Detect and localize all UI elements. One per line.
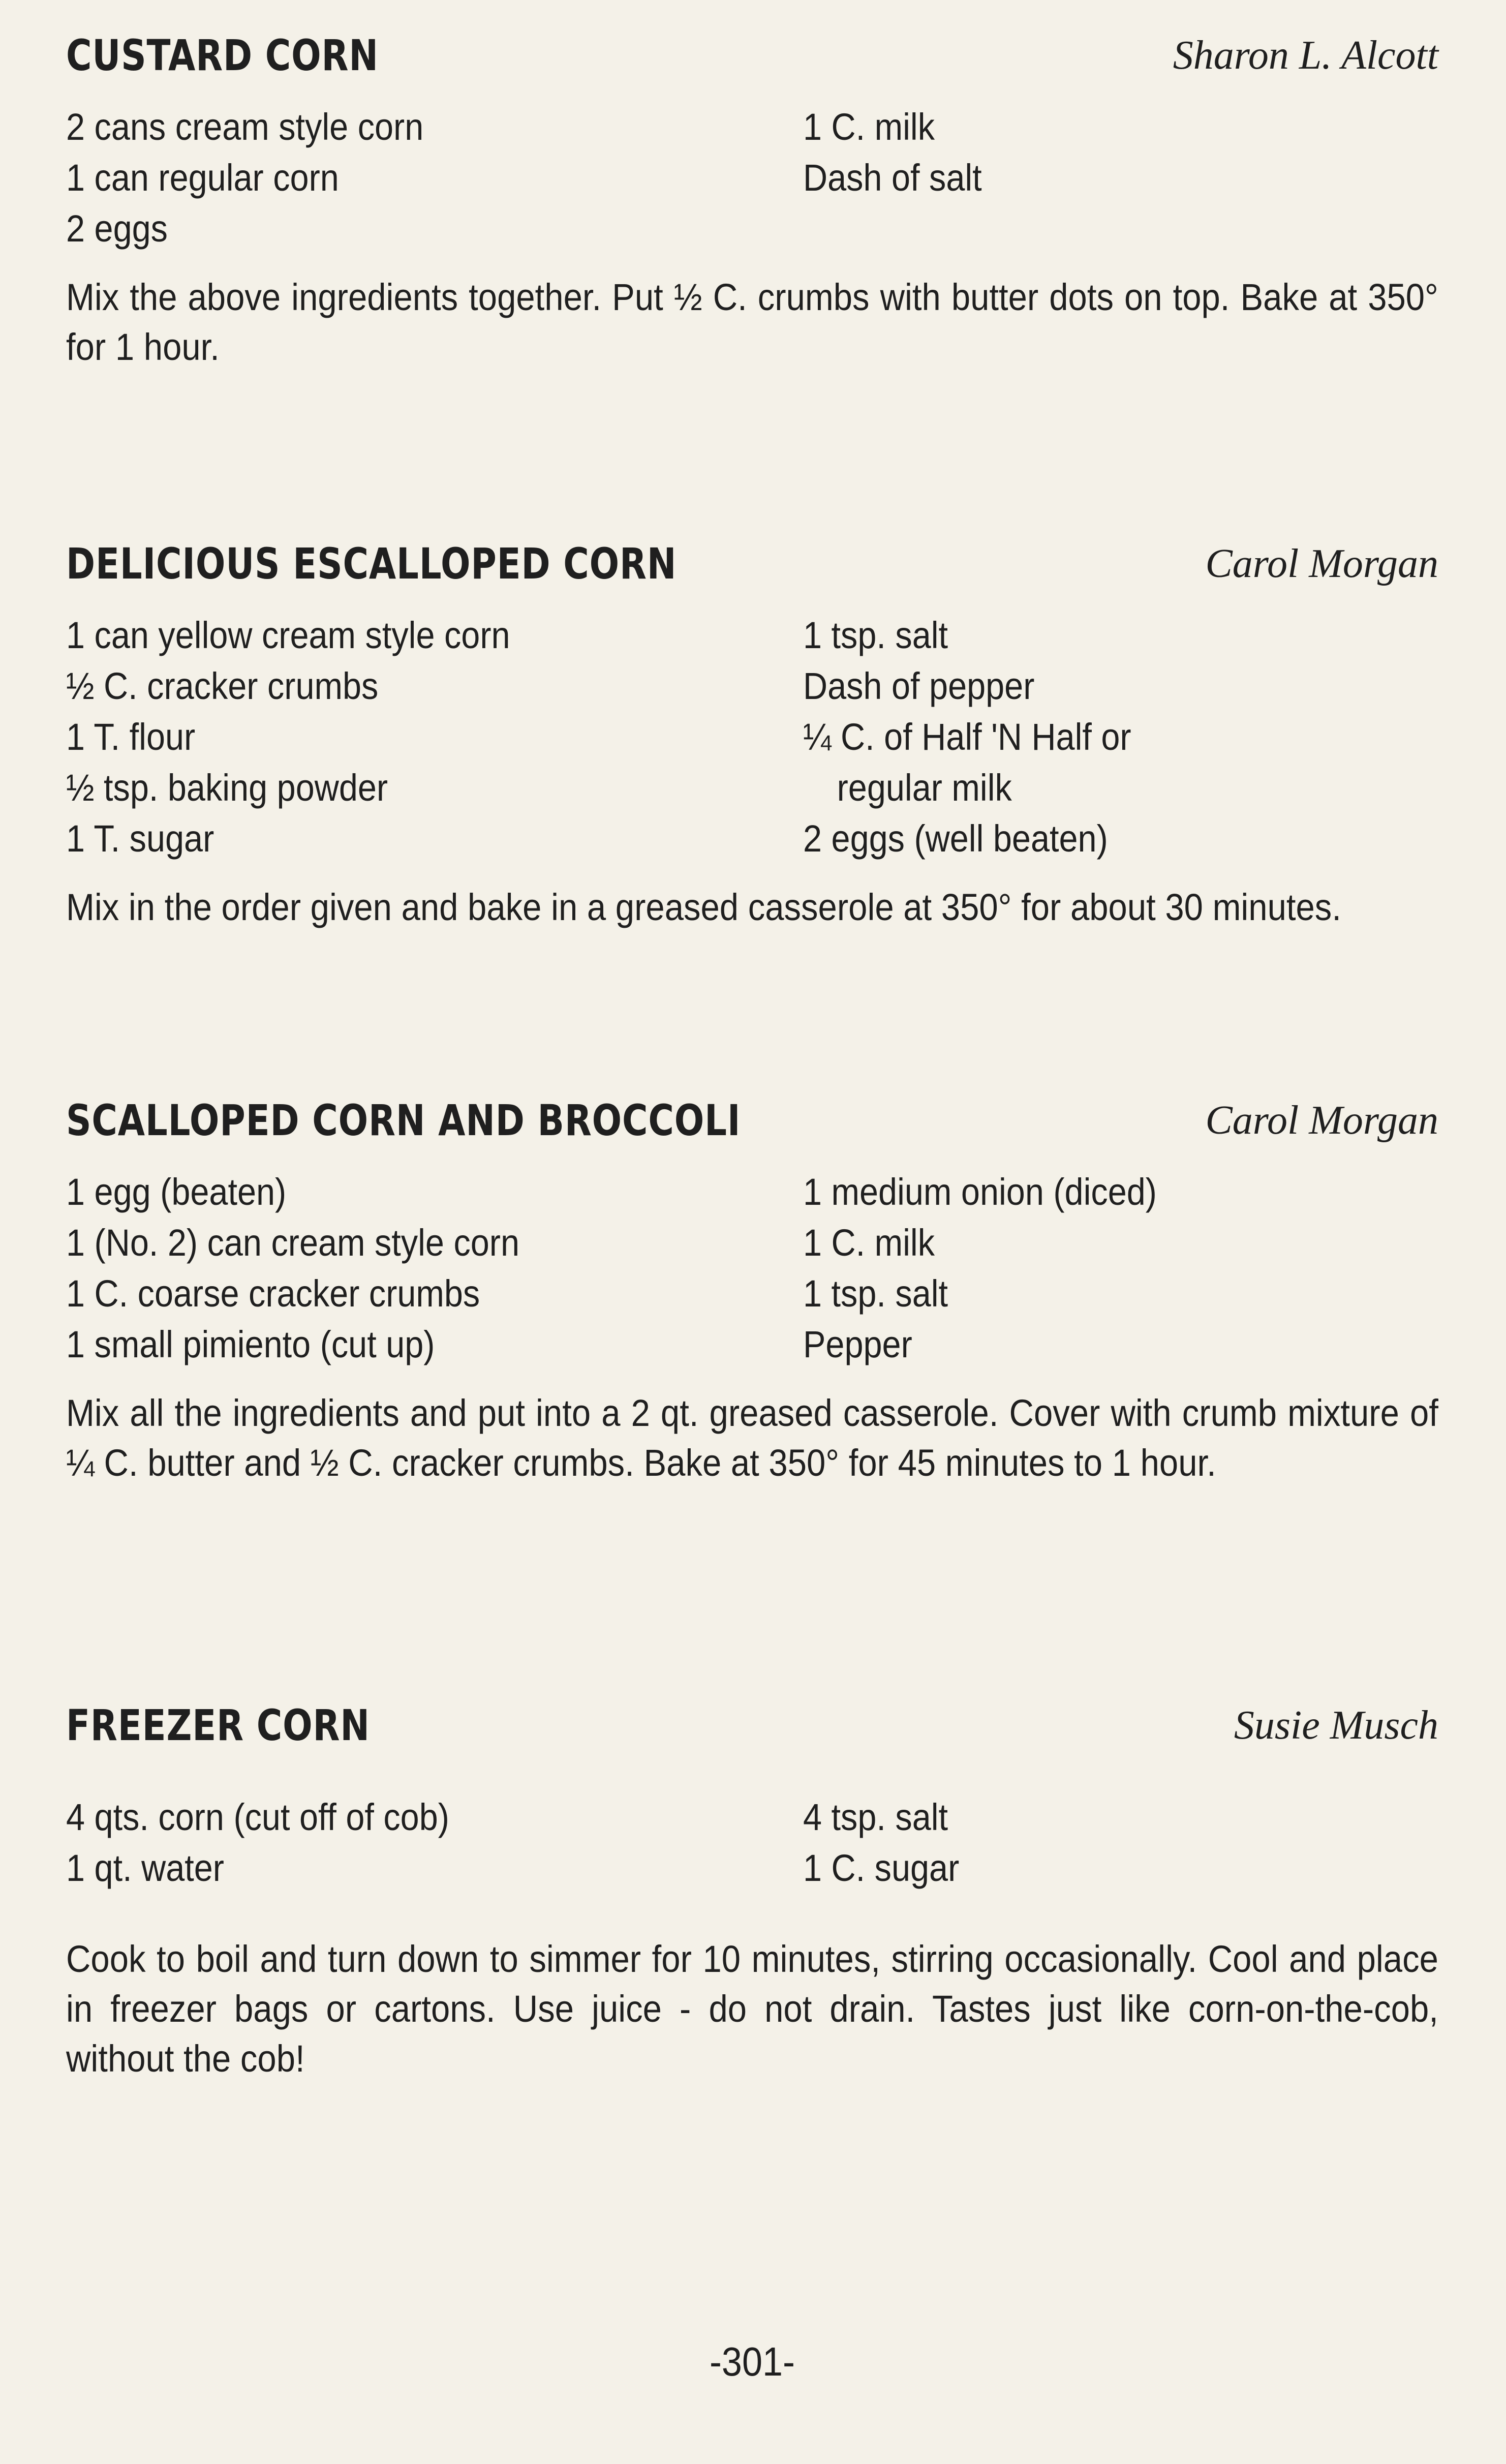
recipe-header (66, 1700, 1438, 1767)
ingredient: 1 T. flour (66, 716, 196, 758)
recipe-custard-corn (66, 31, 1438, 372)
recipe-author: Carol Morgan (1205, 541, 1438, 586)
recipe-title: SCALLOPED CORN AND BROCCOLI (66, 1096, 741, 1145)
recipe-header (66, 31, 1438, 97)
ingredient: 1 C. sugar (803, 1847, 960, 1889)
recipe-freezer-corn (66, 1700, 1438, 2084)
ingredient-column-right (803, 610, 1438, 864)
ingredient: 2 eggs (well beaten) (803, 817, 1108, 860)
ingredient-column-left (66, 1792, 803, 1894)
ingredient-list (66, 102, 1438, 254)
ingredient: Dash of pepper (803, 665, 1035, 707)
ingredient-column-right (803, 102, 1438, 254)
recipe-delicious-escalloped-corn (66, 539, 1438, 932)
ingredient: Pepper (803, 1323, 912, 1365)
ingredient-column-left (66, 102, 803, 254)
ingredient: 1 C. milk (803, 1222, 935, 1264)
ingredient: 2 cans cream style corn (66, 106, 424, 148)
recipe-title: DELICIOUS ESCALLOPED CORN (66, 539, 677, 589)
ingredient: 2 eggs (66, 207, 168, 250)
ingredient: 1 tsp. salt (803, 1272, 948, 1315)
ingredient: 4 tsp. salt (803, 1796, 948, 1838)
ingredient: 1 C. coarse cracker crumbs (66, 1272, 480, 1315)
recipe-header (66, 539, 1438, 605)
ingredient: 1 C. milk (803, 106, 935, 148)
ingredient: 1 small pimiento (cut up) (66, 1323, 435, 1365)
ingredient: 1 egg (beaten) (66, 1171, 287, 1213)
ingredient-column-right (803, 1167, 1438, 1370)
ingredient: 1 medium onion (diced) (803, 1171, 1157, 1213)
recipe-title: FREEZER CORN (66, 1700, 370, 1750)
ingredient: regular milk (837, 767, 1012, 809)
ingredient: 1 T. sugar (66, 817, 214, 860)
recipe-instructions: Mix in the order given and bake in a greased casserole at 350° for about 30 minutes. (66, 886, 1341, 928)
cookbook-page (66, 31, 1438, 2430)
ingredient: 1 can regular corn (66, 157, 339, 199)
recipe-header (66, 1096, 1438, 1162)
ingredient: ¼ C. of Half 'N Half or (803, 716, 1131, 758)
ingredient-column-left (66, 610, 803, 864)
ingredient-list (66, 1792, 1438, 1894)
recipe-author: Sharon L. Alcott (1173, 33, 1438, 78)
ingredient-list (66, 610, 1438, 864)
recipe-instructions: Cook to boil and turn down to simmer for 10 minutes, stirring occasionally. Cool and place in freezer bags or cartons. Use juice - do not drain. Tastes just like corn-on-the-cob, without the cob! (66, 1938, 1438, 2080)
page-number: -301- (709, 2339, 795, 2384)
recipe-author: Carol Morgan (1205, 1098, 1438, 1143)
ingredient: 4 qts. corn (cut off of cob) (66, 1796, 449, 1838)
recipe-author: Susie Musch (1234, 1703, 1438, 1748)
ingredient: Dash of salt (803, 157, 982, 199)
recipe-instructions: Mix the above ingredients together. Put ½ C. crumbs with butter dots on top. Bake at 350° for 1 hour. (66, 276, 1438, 368)
ingredient-column-right (803, 1792, 1438, 1894)
ingredient: 1 tsp. salt (803, 614, 948, 656)
ingredient: ½ tsp. baking powder (66, 767, 388, 809)
ingredient: 1 qt. water (66, 1847, 224, 1889)
ingredient: 1 can yellow cream style corn (66, 614, 510, 656)
ingredient-column-left (66, 1167, 803, 1370)
recipe-title: CUSTARD CORN (66, 31, 379, 80)
ingredient: 1 (No. 2) can cream style corn (66, 1222, 520, 1264)
recipe-instructions: Mix all the ingredients and put into a 2 qt. greased casserole. Cover with crumb mixture of ¼ C. butter and ½ C. cracker crumbs. Bake at 350° for 45 minutes to 1 hour. (66, 1392, 1438, 1484)
recipe-scalloped-corn-and-broccoli (66, 1096, 1438, 1488)
ingredient-list (66, 1167, 1438, 1370)
ingredient: ½ C. cracker crumbs (66, 665, 379, 707)
